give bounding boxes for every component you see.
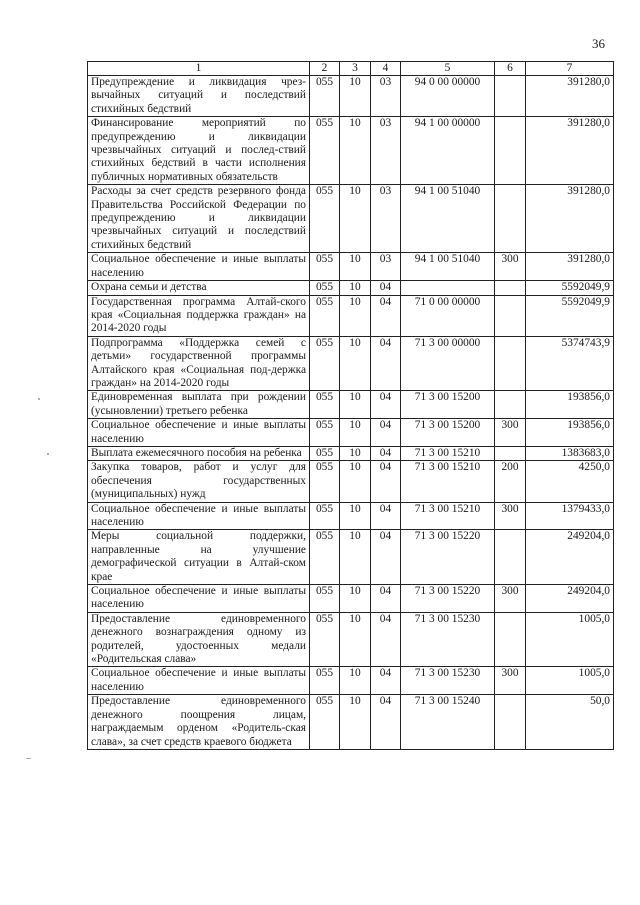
page-number: 36: [592, 36, 605, 51]
ministry-code-cell: 055: [310, 336, 340, 391]
table-row: [88, 585, 614, 613]
row-name-cell: Предоставление единовременного денежного вознаграждения одному из родителей, удостоенных медали «Родительская слава»: [88, 612, 310, 667]
amount-cell: 391280,0: [526, 253, 614, 281]
section-code-cell: 10: [340, 295, 371, 336]
target-article-cell: 71 3 00 15210: [401, 502, 495, 530]
amount-cell: 193856,0: [526, 419, 614, 447]
subsection-code-cell: 04: [371, 667, 401, 695]
expense-type-cell: [495, 612, 526, 667]
subsection-code-cell: 03: [371, 76, 401, 117]
section-code-cell: 10: [340, 446, 371, 460]
expense-type-cell: [495, 281, 526, 295]
section-code-cell: 10: [340, 117, 371, 185]
target-article-cell: 71 3 00 15230: [401, 667, 495, 695]
expense-type-cell: [495, 76, 526, 117]
table-row: [88, 695, 614, 750]
target-article-cell: 71 3 00 15200: [401, 391, 495, 419]
ministry-code-cell: 055: [310, 281, 340, 295]
table-row: [88, 185, 614, 253]
amount-cell: 1383683,0: [526, 446, 614, 460]
table-row: [88, 446, 614, 460]
subsection-code-cell: 03: [371, 253, 401, 281]
scan-speck: [26, 758, 31, 759]
section-code-cell: 10: [340, 76, 371, 117]
table-row: [88, 502, 614, 530]
target-article-cell: 94 1 00 00000: [401, 117, 495, 185]
amount-cell: 1005,0: [526, 667, 614, 695]
col-header-2: 2: [310, 62, 340, 76]
row-name-cell: Предоставление единовременного денежного поощрения лицам, награждаемым орденом «Родитель-ская слава», за счет средств краевого бюджета: [88, 695, 310, 750]
section-code-cell: 10: [340, 612, 371, 667]
table-row: [88, 530, 614, 585]
subsection-code-cell: 04: [371, 295, 401, 336]
expense-type-cell: [495, 446, 526, 460]
target-article-cell: 94 1 00 51040: [401, 185, 495, 253]
target-article-cell: 71 3 00 15240: [401, 695, 495, 750]
col-header-6: 6: [495, 62, 526, 76]
row-name-cell: Предупреждение и ликвидация чрез-вычайных ситуаций и последствий стихийных бедствий: [88, 76, 310, 117]
row-name-cell: Государственная программа Алтай-ского края «Социальная поддержка граждан» на 2014-2020 годы: [88, 295, 310, 336]
amount-cell: 391280,0: [526, 117, 614, 185]
row-name-cell: Меры социальной поддержки, направленные на улучшение демографической ситуации в Алтай-ском крае: [88, 530, 310, 585]
table-row: [88, 667, 614, 695]
col-header-1: 1: [88, 62, 310, 76]
amount-cell: 50,0: [526, 695, 614, 750]
scan-speck: [38, 398, 40, 400]
ministry-code-cell: 055: [310, 446, 340, 460]
table-row: [88, 612, 614, 667]
row-name-cell: Единовременная выплата при рождении (усыновлении) третьего ребенка: [88, 391, 310, 419]
ministry-code-cell: 055: [310, 391, 340, 419]
expense-type-cell: 300: [495, 253, 526, 281]
table-row: [88, 253, 614, 281]
amount-cell: 193856,0: [526, 391, 614, 419]
table-row: [88, 419, 614, 447]
amount-cell: 249204,0: [526, 585, 614, 613]
subsection-code-cell: 04: [371, 419, 401, 447]
section-code-cell: 10: [340, 461, 371, 502]
row-name-cell: Расходы за счет средств резервного фонда Правительства Российской Федерации по предупреждению и ликвидации чрезвычайных ситуаций и последствий стихийных бедствий: [88, 185, 310, 253]
amount-cell: 391280,0: [526, 76, 614, 117]
table-row: [88, 281, 614, 295]
row-name-cell: Социальное обеспечение и иные выплаты населению: [88, 419, 310, 447]
amount-cell: 5592049,9: [526, 295, 614, 336]
ministry-code-cell: 055: [310, 117, 340, 185]
ministry-code-cell: 055: [310, 185, 340, 253]
section-code-cell: 10: [340, 419, 371, 447]
target-article-cell: 71 3 00 15220: [401, 585, 495, 613]
ministry-code-cell: 055: [310, 502, 340, 530]
subsection-code-cell: 04: [371, 391, 401, 419]
expense-type-cell: 300: [495, 585, 526, 613]
col-header-7: 7: [526, 62, 614, 76]
table-row: [88, 391, 614, 419]
scan-speck: [47, 453, 49, 455]
target-article-cell: 94 1 00 51040: [401, 253, 495, 281]
section-code-cell: 10: [340, 530, 371, 585]
amount-cell: 249204,0: [526, 530, 614, 585]
expense-type-cell: [495, 391, 526, 419]
subsection-code-cell: 04: [371, 281, 401, 295]
row-name-cell: Социальное обеспечение и иные выплаты населению: [88, 667, 310, 695]
table-row: [88, 117, 614, 185]
ministry-code-cell: 055: [310, 695, 340, 750]
table-row: [88, 295, 614, 336]
target-article-cell: 71 3 00 15210: [401, 446, 495, 460]
ministry-code-cell: 055: [310, 461, 340, 502]
target-article-cell: 71 3 00 15200: [401, 419, 495, 447]
amount-cell: 5374743,9: [526, 336, 614, 391]
col-header-3: 3: [340, 62, 371, 76]
target-article-cell: 71 3 00 15230: [401, 612, 495, 667]
section-code-cell: 10: [340, 667, 371, 695]
table-row: [88, 336, 614, 391]
expense-type-cell: [495, 117, 526, 185]
amount-cell: 1005,0: [526, 612, 614, 667]
expense-type-cell: [495, 530, 526, 585]
section-code-cell: 10: [340, 185, 371, 253]
amount-cell: 391280,0: [526, 185, 614, 253]
col-header-5: 5: [401, 62, 495, 76]
subsection-code-cell: 03: [371, 117, 401, 185]
row-name-cell: Социальное обеспечение и иные выплаты населению: [88, 585, 310, 613]
amount-cell: 5592049,9: [526, 281, 614, 295]
section-code-cell: 10: [340, 695, 371, 750]
expense-type-cell: [495, 695, 526, 750]
target-article-cell: 71 0 00 00000: [401, 295, 495, 336]
row-name-cell: Охрана семьи и детства: [88, 281, 310, 295]
row-name-cell: Социальное обеспечение и иные выплаты населению: [88, 502, 310, 530]
section-code-cell: 10: [340, 253, 371, 281]
subsection-code-cell: 04: [371, 695, 401, 750]
ministry-code-cell: 055: [310, 253, 340, 281]
section-code-cell: 10: [340, 502, 371, 530]
subsection-code-cell: 04: [371, 461, 401, 502]
ministry-code-cell: 055: [310, 530, 340, 585]
subsection-code-cell: 04: [371, 530, 401, 585]
target-article-cell: 71 3 00 15220: [401, 530, 495, 585]
ministry-code-cell: 055: [310, 612, 340, 667]
amount-cell: 1379433,0: [526, 502, 614, 530]
subsection-code-cell: 04: [371, 446, 401, 460]
expense-type-cell: 300: [495, 419, 526, 447]
target-article-cell: 71 3 00 15210: [401, 461, 495, 502]
header-row: [88, 62, 614, 76]
ministry-code-cell: 055: [310, 76, 340, 117]
section-code-cell: 10: [340, 585, 371, 613]
ministry-code-cell: 055: [310, 419, 340, 447]
row-name-cell: Выплата ежемесячного пособия на ребенка: [88, 446, 310, 460]
target-article-cell: [401, 281, 495, 295]
expense-type-cell: [495, 336, 526, 391]
subsection-code-cell: 03: [371, 185, 401, 253]
table-row: [88, 76, 614, 117]
row-name-cell: Закупка товаров, работ и услуг для обеспечения государственных (муниципальных) нужд: [88, 461, 310, 502]
subsection-code-cell: 04: [371, 612, 401, 667]
expense-type-cell: [495, 295, 526, 336]
expense-type-cell: 300: [495, 667, 526, 695]
ministry-code-cell: 055: [310, 295, 340, 336]
target-article-cell: 94 0 00 00000: [401, 76, 495, 117]
ministry-code-cell: 055: [310, 667, 340, 695]
col-header-4: 4: [371, 62, 401, 76]
section-code-cell: 10: [340, 281, 371, 295]
expense-type-cell: 200: [495, 461, 526, 502]
section-code-cell: 10: [340, 336, 371, 391]
amount-cell: 4250,0: [526, 461, 614, 502]
ministry-code-cell: 055: [310, 585, 340, 613]
subsection-code-cell: 04: [371, 502, 401, 530]
budget-table: [87, 61, 614, 750]
target-article-cell: 71 3 00 00000: [401, 336, 495, 391]
row-name-cell: Финансирование мероприятий по предупреждению и ликвидации чрезвычайных ситуаций и послед-ствий стихийных бедствий в части исполнения публичных нормативных обязательств: [88, 117, 310, 185]
subsection-code-cell: 04: [371, 585, 401, 613]
expense-type-cell: [495, 185, 526, 253]
row-name-cell: Социальное обеспечение и иные выплаты населению: [88, 253, 310, 281]
table-row: [88, 461, 614, 502]
expense-type-cell: 300: [495, 502, 526, 530]
subsection-code-cell: 04: [371, 336, 401, 391]
row-name-cell: Подпрограмма «Поддержка семей с детьми» государственной программы Алтайского края «Социальная под-держка граждан» на 2014-2020 годы: [88, 336, 310, 391]
section-code-cell: 10: [340, 391, 371, 419]
